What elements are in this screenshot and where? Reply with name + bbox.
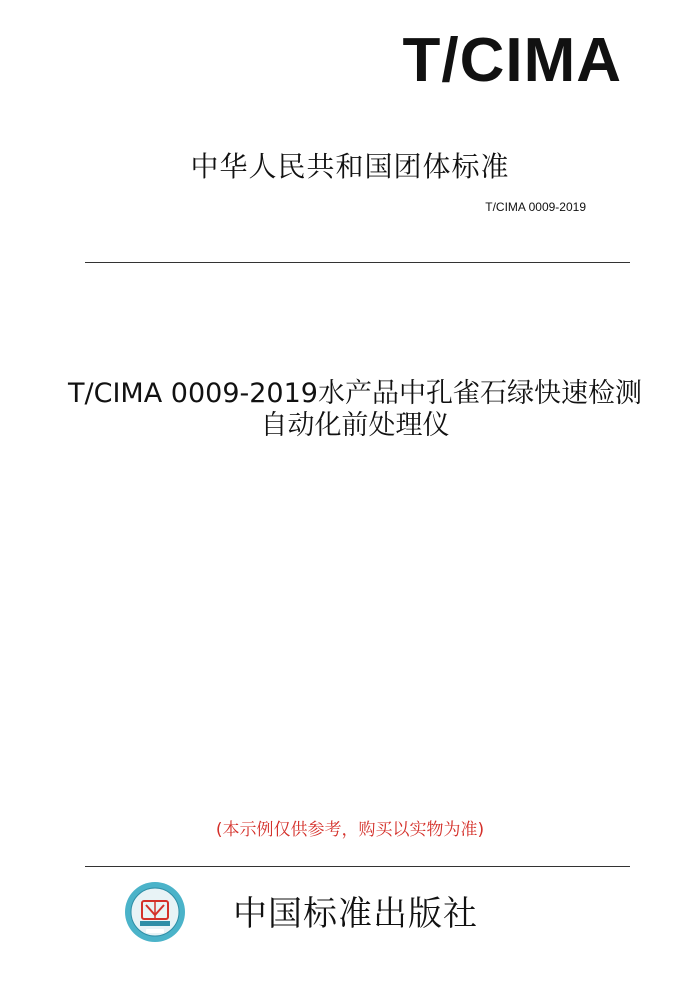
document-title-line-2: 自动化前处理仪 — [260, 410, 450, 441]
publisher-name: 中国标准出版社 — [233, 894, 478, 934]
document-title-line-1: T/CIMA 0009-2019水产品中孔雀石绿快速检测 — [68, 378, 642, 409]
publisher-seal-icon — [124, 881, 186, 943]
bottom-divider — [85, 866, 630, 867]
standard-type-heading: 中华人民共和国团体标准 — [190, 150, 510, 183]
standard-code: T/CIMA 0009-2019 — [485, 200, 586, 214]
sample-notice: (本示例仅供参考，购买以实物为准) — [215, 820, 485, 840]
brand-logo-text: T/CIMA — [402, 26, 622, 95]
document-title — [0, 378, 700, 442]
top-divider — [85, 262, 630, 263]
